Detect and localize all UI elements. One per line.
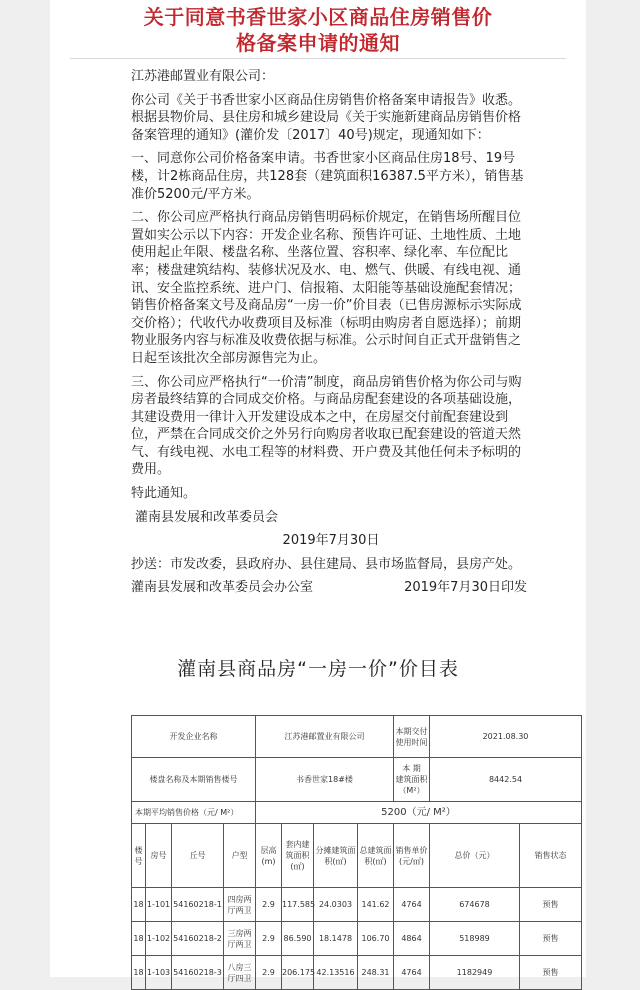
area-value: 8442.54 [430, 758, 582, 802]
cell-status: 预售 [520, 922, 582, 956]
paragraph-item-1: 一、同意你公司价格备案申请。书香世家小区商品住房18号、19号楼，计2栋商品住房，共128套（建筑面积16387.5平方米），销售基准价5200元/平方米。 [131, 151, 524, 202]
header-total-price: 总价（元） [430, 824, 520, 888]
cell-unit-price: 4764 [394, 956, 430, 990]
cell-status: 预售 [520, 888, 582, 922]
area-label-line2: 建筑面积（M²） [395, 775, 428, 795]
cell-layout: 四房两厅两卫 [224, 888, 256, 922]
table-row [132, 956, 582, 990]
cell-shared-area: 42.13516 [314, 956, 358, 990]
header-building: 楼号 [132, 824, 146, 888]
cell-room: 1-102 [146, 922, 172, 956]
notice-title-text: 关于同意书香世家小区商品住房销售价格备案申请的通知 [143, 5, 493, 55]
cell-building: 18 [132, 922, 146, 956]
cell-unit-price: 4764 [394, 888, 430, 922]
header-total-area: 总建筑面积(㎡) [358, 824, 394, 888]
signature-date: 2019年7月30日 [282, 533, 380, 549]
header-floor-height: 层高(m) [256, 824, 282, 888]
paragraph-item-2: 二、你公司应严格执行商品房销售明码标价规定，在销售场所醒目位置如实公示以下内容：开发企业名称、预售许可证、土地性质、土地使用起止年限、楼盘名称、坐落位置、容积率、绿化率、车位配比率；楼盘建筑结构、装修状况及水、电、燃气、供暖、有线电视、通讯、安全监控系统、进户门、信报箱、太阳能等基础设施配套情况；销售价格备案文号及商品房“一房一价”价目表（已售房源标示实际成交价格）；代收代办收费项目及标准（标明由购房者自愿选择）；前期物业服务内容与标准及收费依据与标准。公示时间自正式开盘销售之日起至该批次全部房源售完为止。 [131, 210, 522, 366]
cell-floor-height: 2.9 [256, 888, 282, 922]
header-room: 房号 [146, 824, 172, 888]
salutation: 江苏港邮置业有限公司： [131, 69, 275, 84]
cc-line: 抄送：市发改委，县政府办、县住建局、县市场监督局，县房产处。 [131, 556, 522, 572]
table-row [132, 922, 582, 956]
cell-building: 18 [132, 888, 146, 922]
cell-total-price: 674678 [430, 888, 520, 922]
cell-building: 18 [132, 956, 146, 990]
closing-line: 特此通知。 [131, 486, 197, 502]
header-inner-area: 套内建筑面积(㎡) [282, 824, 314, 888]
cell-parcel: 54160218-1 [172, 888, 224, 922]
cell-shared-area: 18.1478 [314, 922, 358, 956]
cell-parcel: 54160218-2 [172, 922, 224, 956]
cell-inner-area: 206.175 [282, 956, 314, 990]
header-shared-area: 分摊建筑面积(㎡) [314, 824, 358, 888]
cell-floor-height: 2.9 [256, 956, 282, 990]
project-label: 楼盘名称及本期销售楼号 [132, 758, 256, 802]
cell-room: 1-103 [146, 956, 172, 990]
header-status: 销售状态 [520, 824, 582, 888]
cell-status: 预售 [520, 956, 582, 990]
delivery-value: 2021.08.30 [430, 716, 582, 758]
cell-total-price: 518989 [430, 922, 520, 956]
paragraph-intro: 你公司《关于书香世家小区商品住房销售价格备案申请报告》收悉。根据县物价局、县住房和城乡建设局《关于实施新建商品房销售价格备案管理的通知》(灌价发〔2017〕40号)规定，现通知如下： [131, 92, 522, 143]
avg-price-value: 5200（元/ M²） [256, 802, 582, 824]
cell-total-area: 106.70 [358, 922, 394, 956]
area-label-line1: 本 期 [402, 764, 421, 773]
issuer: 灌南县发展和改革委员会办公室 [131, 580, 314, 596]
header-unit-price: 销售单价(元/㎡) [394, 824, 430, 888]
cell-parcel: 54160218-3 [172, 956, 224, 990]
cell-total-area: 141.62 [358, 888, 394, 922]
cell-floor-height: 2.9 [256, 922, 282, 956]
cell-unit-price: 4864 [394, 922, 430, 956]
developer-label: 开发企业名称 [132, 716, 256, 758]
header-parcel: 丘号 [172, 824, 224, 888]
issuer-row [131, 579, 531, 597]
signature-org: 灌南县发展和改革委员会 [135, 509, 279, 525]
price-table [131, 715, 582, 990]
price-table-wrap [131, 715, 581, 990]
cell-layout: 三房两厅两卫 [224, 922, 256, 956]
title-divider [70, 58, 566, 59]
cell-shared-area: 24.0303 [314, 888, 358, 922]
notice-title [50, 4, 586, 56]
issue-date: 2019年7月30日印发 [404, 580, 527, 596]
header-layout: 户型 [224, 824, 256, 888]
cell-inner-area: 117.585 [282, 888, 314, 922]
table-row [132, 888, 582, 922]
avg-price-label: 本期平均销售价格（元/ M²） [132, 802, 256, 824]
cell-total-price: 1182949 [430, 956, 520, 990]
delivery-label: 本期交付使用时间 [394, 716, 430, 758]
cell-layout: 八房三厅四卫 [224, 956, 256, 990]
notice-body [131, 68, 531, 597]
developer-value: 江苏港邮置业有限公司 [256, 716, 394, 758]
price-table-title: 灌南县商品房“一房一价”价目表 [177, 658, 459, 680]
project-value: 书香世家18#楼 [256, 758, 394, 802]
cell-total-area: 248.31 [358, 956, 394, 990]
area-label [394, 758, 430, 802]
paragraph-item-3: 三、你公司应严格执行“一价清”制度，商品房销售价格为你公司与购房者最终结算的合同成交价格。与商品房配套建设的各项基础设施，其建设费用一律计入开发建设成本之中，在房屋交付前配套建设到位，严禁在合同成交价之外另行向购房者收取已配套建设的管道天然气、有线电视、水电工程等的材料费、开户费及其他任何未予标明的费用。 [131, 374, 522, 478]
cell-room: 1-101 [146, 888, 172, 922]
cell-inner-area: 86.590 [282, 922, 314, 956]
